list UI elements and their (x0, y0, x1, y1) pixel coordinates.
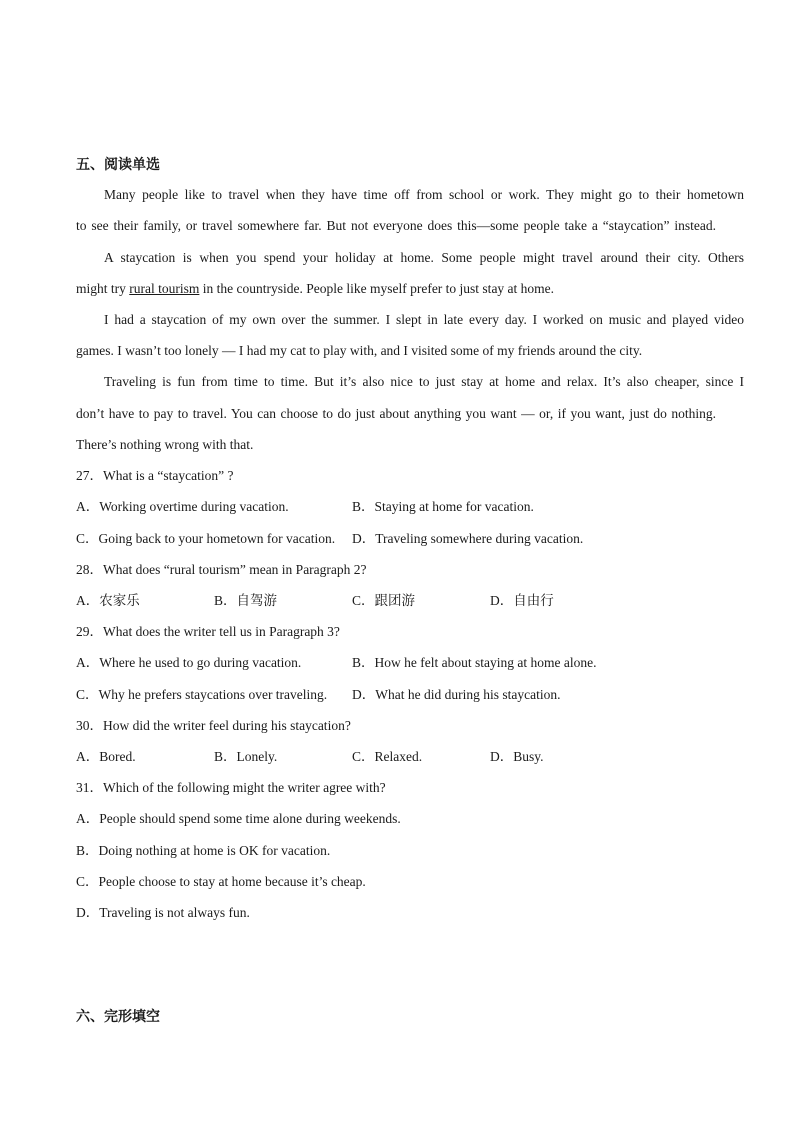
passage-line: games. I wasn’t too lonely — I had my cat to play with, and I visited some of my friends around the city. (76, 343, 643, 358)
answer-option[interactable]: D．Busy. (490, 749, 544, 764)
section-five-title: 五、阅读单选 (76, 157, 160, 173)
passage-line: There’s nothing wrong with that. (76, 437, 254, 452)
passage-line (76, 279, 716, 299)
question-stem: 28．What does “rural tourism” mean in Paragraph 2? (76, 562, 367, 577)
answer-option[interactable]: C．Going back to your hometown for vacation. (76, 531, 336, 546)
passage-text: might try (76, 281, 130, 296)
passage-line: Traveling is fun from time to time. But it’s also nice to just stay at home and relax. It’s also cheaper, since I (104, 374, 744, 389)
passage-line: I had a staycation of my own over the summer. I slept in late every day. I worked on music and played video (104, 312, 744, 327)
answer-option[interactable]: B．Staying at home for vacation. (352, 499, 534, 514)
answer-option[interactable]: C．People choose to stay at home because it’s cheap. (76, 874, 366, 889)
passage-line: to see their family, or travel somewhere far. But not everyone does this—some people take a “staycation” instead. (76, 218, 716, 233)
answer-option[interactable]: B．Doing nothing at home is OK for vacation. (76, 843, 331, 858)
question-stem: 30．How did the writer feel during his staycation? (76, 718, 351, 733)
passage-line: A staycation is when you spend your holiday at home. Some people might travel around their city. Others (104, 250, 744, 265)
answer-option[interactable]: A．Bored. (76, 749, 136, 764)
passage-line: don’t have to pay to travel. You can choose to do just about anything you want — or, if you want, just do nothing. (76, 406, 716, 421)
question-stem: 31．Which of the following might the writer agree with? (76, 780, 386, 795)
passage-line: Many people like to travel when they have time off from school or work. They might go to their hometown (104, 187, 744, 202)
answer-option[interactable]: B．How he felt about staying at home alone. (352, 655, 597, 670)
question-stem: 29．What does the writer tell us in Paragraph 3? (76, 624, 340, 639)
question-stem: 27．What is a “staycation” ? (76, 468, 234, 483)
answer-option[interactable]: C．跟团游 (352, 593, 416, 608)
answer-option[interactable]: A．Where he used to go during vacation. (76, 655, 302, 670)
passage-text: in the countryside. People like myself prefer to just stay at home. (199, 281, 555, 296)
answer-option[interactable]: C．Why he prefers staycations over traveling. (76, 687, 328, 702)
answer-option[interactable]: A．People should spend some time alone during weekends. (76, 811, 401, 826)
answer-option[interactable]: A．Working overtime during vacation. (76, 499, 289, 514)
answer-option[interactable]: D．Traveling is not always fun. (76, 905, 250, 920)
answer-option[interactable]: A．农家乐 (76, 593, 140, 608)
answer-option[interactable]: B．自驾游 (214, 593, 278, 608)
answer-option[interactable]: D．What he did during his staycation. (352, 687, 561, 702)
answer-option[interactable]: C．Relaxed. (352, 749, 423, 764)
answer-option[interactable]: D．Traveling somewhere during vacation. (352, 531, 584, 546)
section-six-title: 六、完形填空 (76, 1009, 160, 1025)
underlined-phrase: rural tourism (129, 281, 200, 296)
answer-option[interactable]: D．自由行 (490, 593, 554, 608)
answer-option[interactable]: B．Lonely. (214, 749, 278, 764)
